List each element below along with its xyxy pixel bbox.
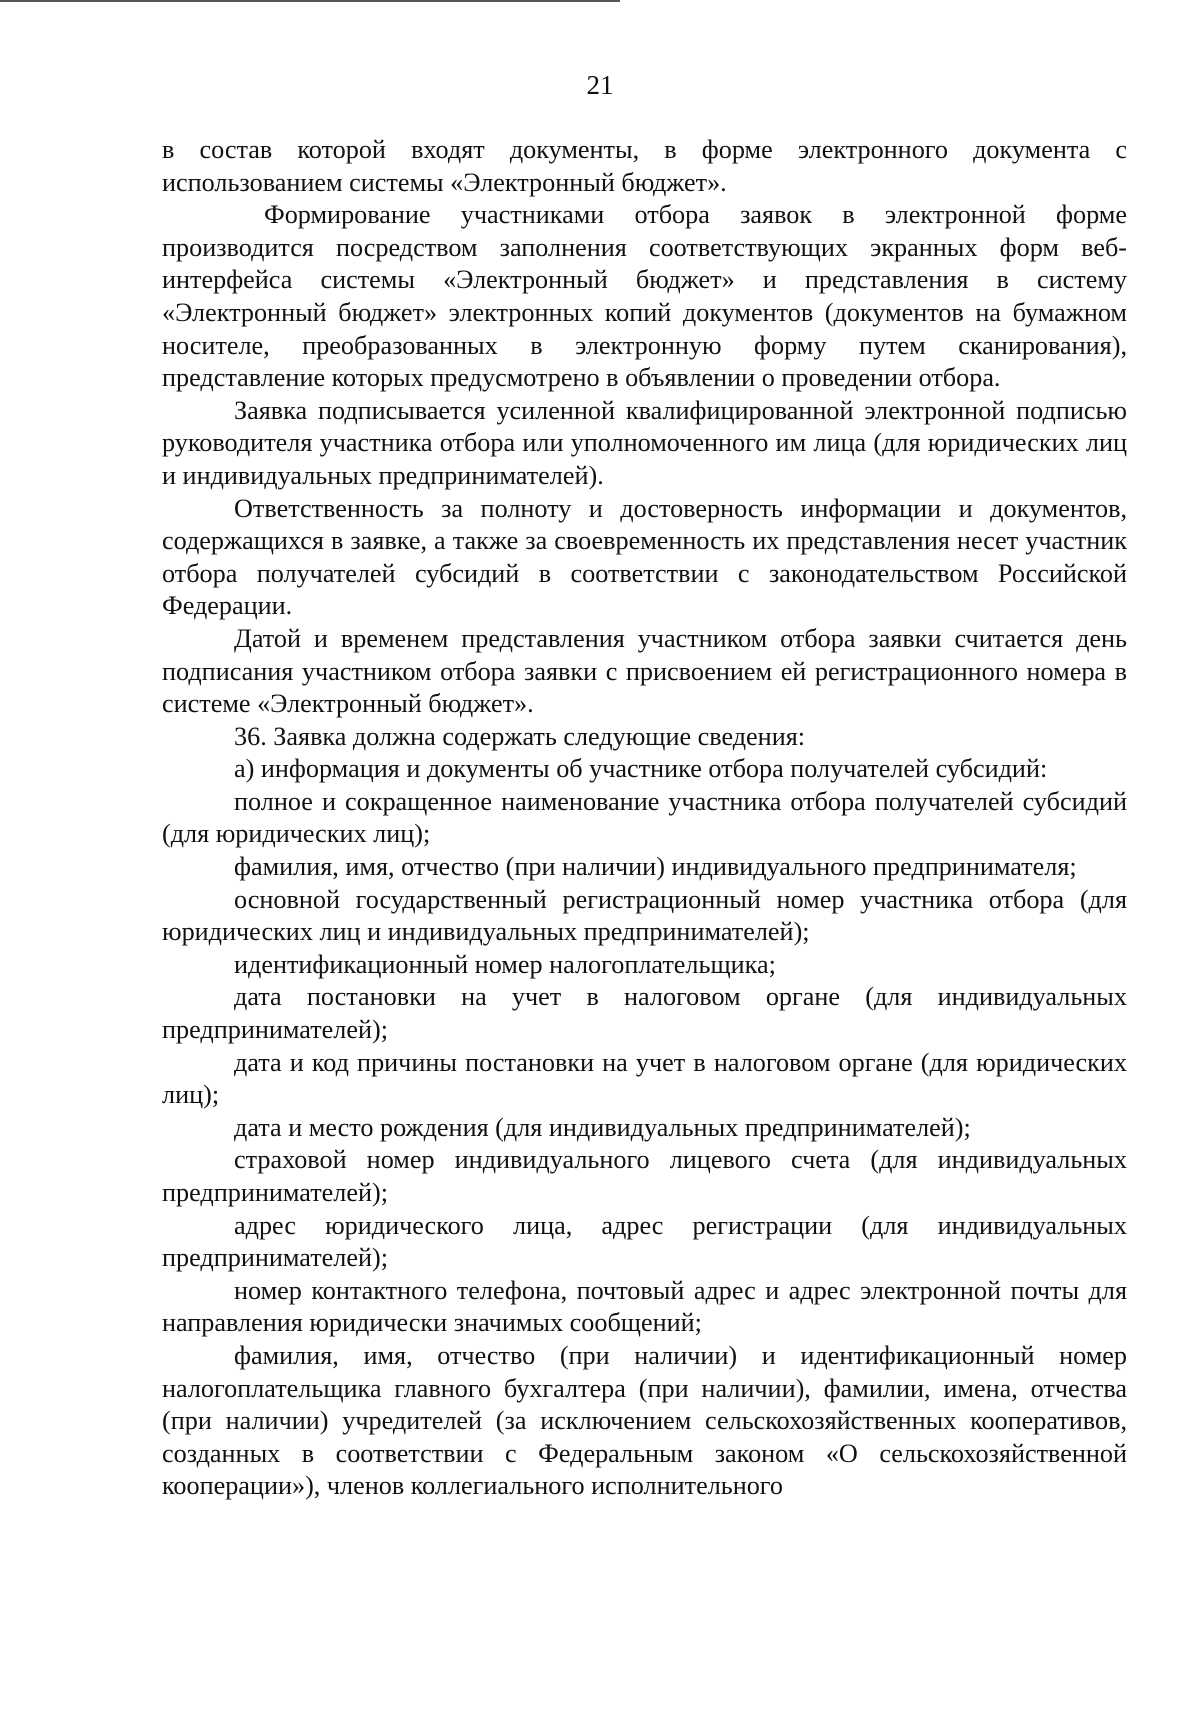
paragraph-forming-applications: Формирование участниками отбора заявок в электронной форме производится посредством заполнения соответствующих экранных форм веб-интерфейса системы «Электронный бюджет» и представления в систему «Электронный бюджет» электронных копий документов (документов на бумажном носителе, преобразованных в электронную форму путем сканирования), представление которых предусмотрено в объявлении о проведении отбора.	[162, 200, 1127, 393]
paragraph-continuation: в состав которой входят документы, в форме электронного документа с использованием системы «Электронный бюджет».	[162, 135, 1127, 197]
list-item-ogrn: основной государственный регистрационный номер участника отбора (для юридических лиц и индивидуальных предпринимателей);	[162, 884, 1127, 947]
list-item-contacts: номер контактного телефона, почтовый адрес и адрес электронной почты для направления юридически значимых сообщений;	[162, 1275, 1127, 1338]
list-item-address: адрес юридического лица, адрес регистрации (для индивидуальных предпринимателей);	[162, 1210, 1127, 1273]
page-number: 21	[586, 70, 614, 100]
list-item-tax-registration-date: дата постановки на учет в налоговом органе (для индивидуальных предпринимателей);	[162, 982, 1127, 1045]
list-item-entrepreneur-name: фамилия, имя, отчество (при наличии) индивидуального предпринимателя;	[234, 852, 1077, 882]
paragraph-submission-date: Датой и временем представления участником отбора заявки считается день подписания участником отбора заявки с присвоением ей регистрационного номера в системе «Электронный бюджет».	[162, 623, 1127, 719]
list-item-full-name: полное и сокращенное наименование участника отбора получателей субсидий (для юридических лиц);	[162, 786, 1127, 849]
list-item-birth-data: дата и место рождения (для индивидуальных предпринимателей);	[234, 1112, 971, 1142]
list-item-inn: идентификационный номер налогоплательщика;	[234, 949, 776, 979]
clause-36-heading: 36. Заявка должна содержать следующие сведения:	[234, 721, 806, 751]
paragraph-signature: Заявка подписывается усиленной квалифицированной электронной подписью руководителя участника отбора или уполномоченного им лица (для юридических лиц и индивидуальных предпринимателей).	[162, 395, 1127, 490]
scan-edge-line	[0, 0, 620, 2]
list-item-snils: страховой номер индивидуального лицевого счета (для индивидуальных предпринимателей);	[162, 1145, 1127, 1207]
list-item-accountant-founders: фамилия, имя, отчество (при наличии) и идентификационный номер налогоплательщика главного бухгалтера (при наличии), фамилии, имена, отчества (при наличии) учредителей (за исключением сельскохозяйственных кооперативов, созданных в соответствии с Федеральным законом «О сельскохозяйственной кооперации»), членов коллегиального исполнительного	[162, 1340, 1127, 1501]
paragraph-responsibility: Ответственность за полноту и достоверность информации и документов, содержащихся в заявке, а также за своевременность их представления несет участник отбора получателей субсидий в соответствии с законодательством Российской Федерации.	[162, 493, 1127, 621]
list-item-kpp: дата и код причины постановки на учет в налоговом органе (для юридических лиц);	[162, 1047, 1127, 1110]
document-body	[162, 134, 1127, 1503]
clause-36-a: а) информация и документы об участнике отбора получателей субсидий:	[234, 754, 1048, 784]
